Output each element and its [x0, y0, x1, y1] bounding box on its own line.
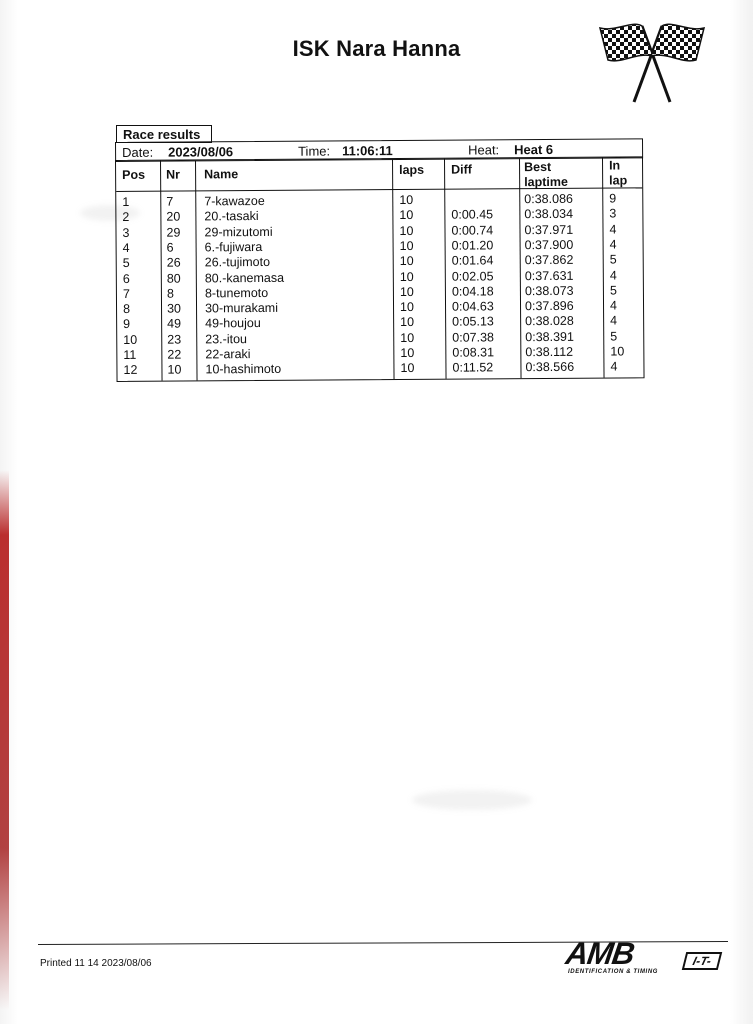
cell-diff: 0:07.38	[452, 330, 495, 345]
cell-diff: 0:05.13	[452, 314, 494, 330]
cell-diff: 0:04.63	[451, 299, 494, 314]
cell-laps: 10	[399, 192, 414, 208]
cell-inlap: 4	[609, 222, 617, 237]
cell-pos: 6	[122, 271, 130, 286]
cell-laps: 10	[399, 254, 414, 269]
cell-pos: 12	[123, 363, 138, 378]
cell-laps: 10	[399, 284, 414, 299]
cell-diff: 0:01.20	[451, 238, 494, 253]
cell-nr: 49	[167, 316, 182, 332]
cell-nr: 6	[166, 240, 174, 255]
cell-diff: 0:00.74	[451, 222, 494, 238]
cell-best: 0:38.028	[525, 314, 574, 329]
cell-name: 80.-kanemasa	[204, 270, 285, 285]
heat-value: Heat 6	[514, 141, 554, 158]
cell-inlap: 5	[610, 329, 618, 344]
cell-nr: 10	[167, 362, 182, 377]
cell-name: 29-mizutomi	[204, 224, 273, 239]
time-value: 11:06:11	[342, 143, 393, 159]
header-pos: Pos	[122, 167, 146, 182]
cell-pos: 9	[123, 317, 131, 332]
cell-best: 0:37.896	[524, 298, 574, 314]
cell-nr: 29	[166, 225, 181, 240]
header-diff: Diff	[451, 162, 472, 177]
cell-best: 0:38.566	[525, 360, 575, 375]
cell-name: 30-murakami	[204, 300, 279, 316]
cell-diff: 0:08.31	[452, 345, 495, 360]
cell-name: 6.-fujiwara	[204, 239, 263, 255]
amb-logo-subtitle: IDENTIFICATION & TIMING	[568, 969, 659, 975]
cell-laps: 10	[399, 238, 414, 253]
amb-logo-text: AMB	[563, 936, 637, 971]
cell-pos: 3	[122, 225, 130, 240]
header-name: Name	[204, 167, 239, 182]
header-nr: Nr	[166, 167, 181, 182]
cell-best: 0:37.900	[524, 237, 574, 253]
cell-inlap: 4	[609, 298, 618, 313]
amb-logo-badge: I-T-	[682, 952, 722, 970]
header-inlap	[609, 158, 627, 188]
checkered-flags-icon	[596, 18, 708, 104]
cell-pos: 2	[122, 210, 130, 225]
header-inlap-line1: In	[609, 158, 621, 173]
cell-best: 0:38.073	[524, 283, 574, 298]
cell-pos: 10	[123, 332, 138, 347]
header-best	[524, 160, 568, 190]
cell-pos: 8	[122, 301, 131, 317]
cell-name: 8-tunemoto	[204, 285, 269, 301]
cell-nr: 8	[166, 286, 174, 301]
cell-laps: 10	[400, 361, 415, 376]
cell-best: 0:37.862	[524, 252, 574, 268]
cell-laps: 10	[399, 223, 414, 238]
heat-label: Heat:	[468, 142, 500, 158]
cell-pos: 11	[123, 347, 137, 362]
cell-nr: 30	[166, 301, 181, 316]
cell-inlap: 9	[609, 191, 617, 206]
cell-diff: 0:01.64	[451, 253, 494, 268]
cell-best: 0:38.112	[525, 344, 574, 360]
cell-inlap: 4	[610, 359, 618, 374]
cell-inlap: 3	[609, 206, 617, 221]
paper-smudge	[412, 790, 532, 810]
printed-timestamp: Printed 11 14 2023/08/06	[40, 958, 152, 969]
cell-name: 10-hashimoto	[205, 362, 282, 377]
cell-inlap: 4	[610, 313, 618, 328]
cell-pos: 1	[122, 194, 130, 209]
cell-pos: 7	[122, 286, 130, 301]
cell-inlap: 4	[609, 268, 617, 283]
cell-laps: 10	[399, 208, 414, 223]
cell-laps: 10	[399, 300, 414, 315]
cell-name: 49-houjou	[205, 316, 261, 331]
cell-diff: 0:00.45	[451, 207, 494, 222]
date-value: 2023/08/06	[168, 144, 234, 160]
header-inlap-line2: lap	[609, 173, 628, 188]
cell-nr: 23	[167, 332, 182, 347]
header-laps: laps	[399, 162, 425, 178]
paper-edge-shadow	[0, 470, 9, 1010]
time-label: Time:	[298, 143, 331, 159]
date-label: Date:	[122, 144, 154, 160]
cell-diff: 0:04.18	[451, 284, 494, 299]
cell-laps: 10	[400, 345, 415, 361]
cell-nr: 7	[166, 194, 174, 209]
cell-name: 20.-tasaki	[204, 209, 259, 224]
cell-diff: 0:11.52	[452, 360, 494, 375]
cell-inlap: 4	[609, 237, 617, 252]
cell-laps: 10	[400, 330, 415, 345]
cell-inlap: 5	[609, 252, 617, 267]
cell-nr: 80	[166, 271, 181, 286]
cell-nr: 22	[167, 347, 182, 362]
cell-best: 0:37.971	[524, 222, 574, 237]
header-best-line1: Best	[524, 159, 552, 175]
cell-inlap: 5	[609, 283, 617, 298]
cell-nr: 20	[166, 209, 181, 224]
results-table	[115, 156, 645, 382]
cell-pos: 4	[122, 240, 130, 255]
cell-nr: 26	[166, 255, 181, 270]
cell-name: 7-kawazoe	[204, 193, 265, 209]
cell-best: 0:37.631	[524, 268, 574, 283]
cell-laps: 10	[399, 269, 414, 284]
cell-best: 0:38.391	[525, 329, 574, 344]
table-row	[117, 360, 643, 379]
cell-inlap: 10	[610, 344, 625, 359]
header-best-line2: laptime	[524, 174, 568, 190]
cell-best: 0:38.034	[524, 207, 574, 222]
cell-best: 0:38.086	[524, 191, 574, 207]
cell-laps: 10	[400, 315, 415, 330]
amb-logo	[563, 936, 726, 978]
cell-name: 26.-tujimoto	[204, 255, 271, 270]
page-title: ISK Nara Hanna	[292, 36, 461, 61]
cell-diff: 0:02.05	[451, 268, 494, 284]
cell-name: 22-araki	[205, 347, 251, 362]
cell-pos: 5	[122, 256, 130, 271]
race-results-label: Race results	[116, 125, 212, 143]
cell-name: 23.-itou	[205, 331, 248, 347]
